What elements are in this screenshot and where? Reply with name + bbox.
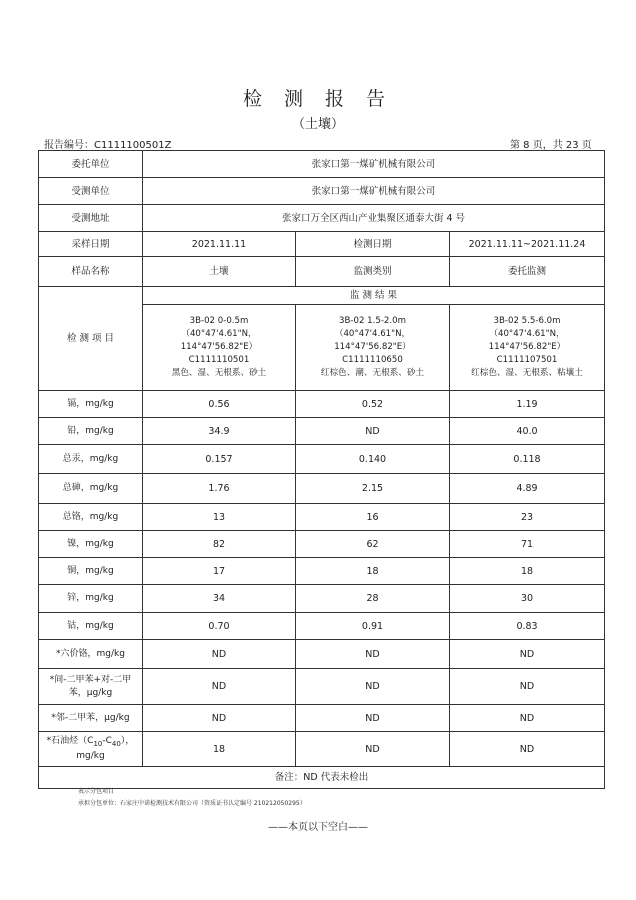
- param-label: 铜，mg/kg: [39, 558, 143, 585]
- sample-2-lon: 114°47'56.82"E）: [334, 342, 411, 352]
- report-table: [38, 150, 605, 789]
- result-value: 0.83: [450, 613, 605, 640]
- result-value: 0.56: [143, 391, 296, 418]
- page-info: 第 8 页，共 23 页: [510, 140, 592, 151]
- table-row: [39, 445, 605, 474]
- footnote-subcontractor: 承担分包单位：石家庄中诺检测技术有限公司（资质证书认定编号 210212050295）: [78, 800, 306, 807]
- result-value: 34.9: [143, 418, 296, 445]
- monitor-type-label: 监测类别: [296, 257, 450, 287]
- tested-address-row: [39, 205, 605, 232]
- result-value: 0.140: [296, 445, 450, 474]
- result-value: 23: [450, 504, 605, 531]
- sample-2-id: C1111110650: [342, 355, 403, 365]
- result-value: 71: [450, 531, 605, 558]
- report-subtitle: （土壤）: [291, 117, 344, 132]
- table-row: [39, 669, 605, 705]
- sample-2-lat: （40°47'4.61"N，: [334, 329, 411, 339]
- sample-1-lon: 114°47'56.82"E）: [180, 342, 258, 352]
- result-value: ND: [143, 705, 296, 732]
- result-value: ND: [296, 669, 450, 705]
- tested-unit-label: 受测单位: [39, 178, 143, 205]
- sample-name-label: 样品名称: [39, 257, 143, 287]
- result-value: 82: [143, 531, 296, 558]
- page-end-note: ——本页以下空白——: [268, 822, 368, 833]
- param-label: [39, 732, 143, 767]
- result-value: ND: [450, 732, 605, 767]
- results-header-row: [39, 287, 605, 305]
- client-label: 委托单位: [39, 151, 143, 178]
- table-row: [39, 640, 605, 669]
- param-label: 钴，mg/kg: [39, 613, 143, 640]
- param-label: 总汞，mg/kg: [39, 445, 143, 474]
- param-label: 总铬，mg/kg: [39, 504, 143, 531]
- table-row: [39, 391, 605, 418]
- param-label-pre: *石油烃（C: [46, 735, 94, 746]
- result-value: 13: [143, 504, 296, 531]
- test-date-value: 2021.11.11~2021.11.24: [450, 232, 605, 257]
- result-value: 16: [296, 504, 450, 531]
- sample-2-point: 3B-02 1.5-2.0m: [339, 316, 406, 326]
- sample-1-point: 3B-02 0-0.5m: [189, 316, 249, 326]
- table-row: [39, 613, 605, 640]
- remark-row: [39, 767, 605, 789]
- table-row: [39, 732, 605, 767]
- sample-name-value: 土壤: [143, 257, 296, 287]
- param-label: 镉，mg/kg: [39, 391, 143, 418]
- result-value: 34: [143, 585, 296, 613]
- sample-3-lon: 114°47'56.82"E）: [488, 342, 566, 352]
- result-value: 18: [450, 558, 605, 585]
- sample-1-lat: （40°47'4.61"N，: [181, 329, 257, 339]
- report-title: 检 测 报 告: [242, 88, 394, 110]
- param-label: *六价铬，mg/kg: [39, 640, 143, 669]
- result-value: 0.52: [296, 391, 450, 418]
- remark: 备注：ND 代表未检出: [39, 767, 605, 789]
- table-row: [39, 558, 605, 585]
- sample-3-info: [450, 305, 605, 391]
- tested-address-value: 张家口万全区西山产业集聚区通泰大街 4 号: [143, 205, 605, 232]
- tested-unit-value: 张家口第一煤矿机械有限公司: [143, 178, 605, 205]
- result-value: ND: [143, 669, 296, 705]
- param-label: 锌，mg/kg: [39, 585, 143, 613]
- report-number-value: C1111100501Z: [94, 140, 172, 151]
- table-row: [39, 474, 605, 504]
- result-value: 18: [296, 558, 450, 585]
- param-label-sub2: 40: [111, 739, 121, 748]
- param-label: 镍，mg/kg: [39, 531, 143, 558]
- report-number-label: 报告编号：: [44, 140, 94, 151]
- result-value: ND: [450, 640, 605, 669]
- table-row: [39, 585, 605, 613]
- result-value: ND: [143, 640, 296, 669]
- table-row: [39, 705, 605, 732]
- sample-3-point: 3B-02 5.5-6.0m: [493, 316, 561, 326]
- param-label: 总砷，mg/kg: [39, 474, 143, 504]
- sample-3-desc: 红棕色、湿、无根系、粘壤土: [471, 368, 583, 378]
- sample-2-desc: 红棕色、潮、无根系、砂土: [320, 368, 425, 378]
- item-header: 检 测 项 目: [39, 287, 143, 391]
- param-label: *邻-二甲苯，μg/kg: [39, 705, 143, 732]
- result-value: 17: [143, 558, 296, 585]
- param-label-post: ），mg/kg: [76, 735, 135, 762]
- monitor-type-value: 委托监测: [450, 257, 605, 287]
- report-number: [44, 136, 171, 151]
- result-value: ND: [296, 732, 450, 767]
- result-value: 0.118: [450, 445, 605, 474]
- sample-1-info: [143, 305, 296, 391]
- sample-2-info: [296, 305, 450, 391]
- sample-1-id: C1111110501: [188, 355, 250, 365]
- result-value: 28: [296, 585, 450, 613]
- param-label-sub1: 10: [93, 739, 103, 748]
- result-value: 40.0: [450, 418, 605, 445]
- result-value: 1.76: [143, 474, 296, 504]
- client-row: [39, 151, 605, 178]
- sample-1-desc: 黑色、湿、无根系、砂土: [171, 368, 267, 378]
- sampling-date-value: 2021.11.11: [143, 232, 296, 257]
- table-row: [39, 531, 605, 558]
- result-value: 0.91: [296, 613, 450, 640]
- sampling-date-label: 采样日期: [39, 232, 143, 257]
- result-value: ND: [450, 669, 605, 705]
- param-label: *间-二甲苯+对-二甲苯，μg/kg: [39, 669, 143, 705]
- result-value: 4.89: [450, 474, 605, 504]
- result-value: 0.157: [143, 445, 296, 474]
- param-label: 铅，mg/kg: [39, 418, 143, 445]
- sample-row: [39, 257, 605, 287]
- result-value: ND: [296, 705, 450, 732]
- result-value: 18: [143, 732, 296, 767]
- date-row: [39, 232, 605, 257]
- footnote-subcontract: 表示分包项目: [78, 788, 115, 795]
- result-value: 62: [296, 531, 450, 558]
- result-value: 30: [450, 585, 605, 613]
- result-value: 1.19: [450, 391, 605, 418]
- tested-unit-row: [39, 178, 605, 205]
- tested-address-label: 受测地址: [39, 205, 143, 232]
- table-row: [39, 504, 605, 531]
- result-value: 0.70: [143, 613, 296, 640]
- result-value: 2.15: [296, 474, 450, 504]
- sample-3-lat: （40°47'4.61"N，: [489, 329, 565, 339]
- test-date-label: 检测日期: [296, 232, 450, 257]
- table-row: [39, 418, 605, 445]
- result-value: ND: [296, 640, 450, 669]
- client-value: 张家口第一煤矿机械有限公司: [143, 151, 605, 178]
- sample-3-id: C1111107501: [496, 355, 558, 365]
- result-value: ND: [296, 418, 450, 445]
- results-header: 监 测 结 果: [143, 287, 605, 305]
- param-label-mid: -C: [102, 735, 112, 746]
- result-value: ND: [450, 705, 605, 732]
